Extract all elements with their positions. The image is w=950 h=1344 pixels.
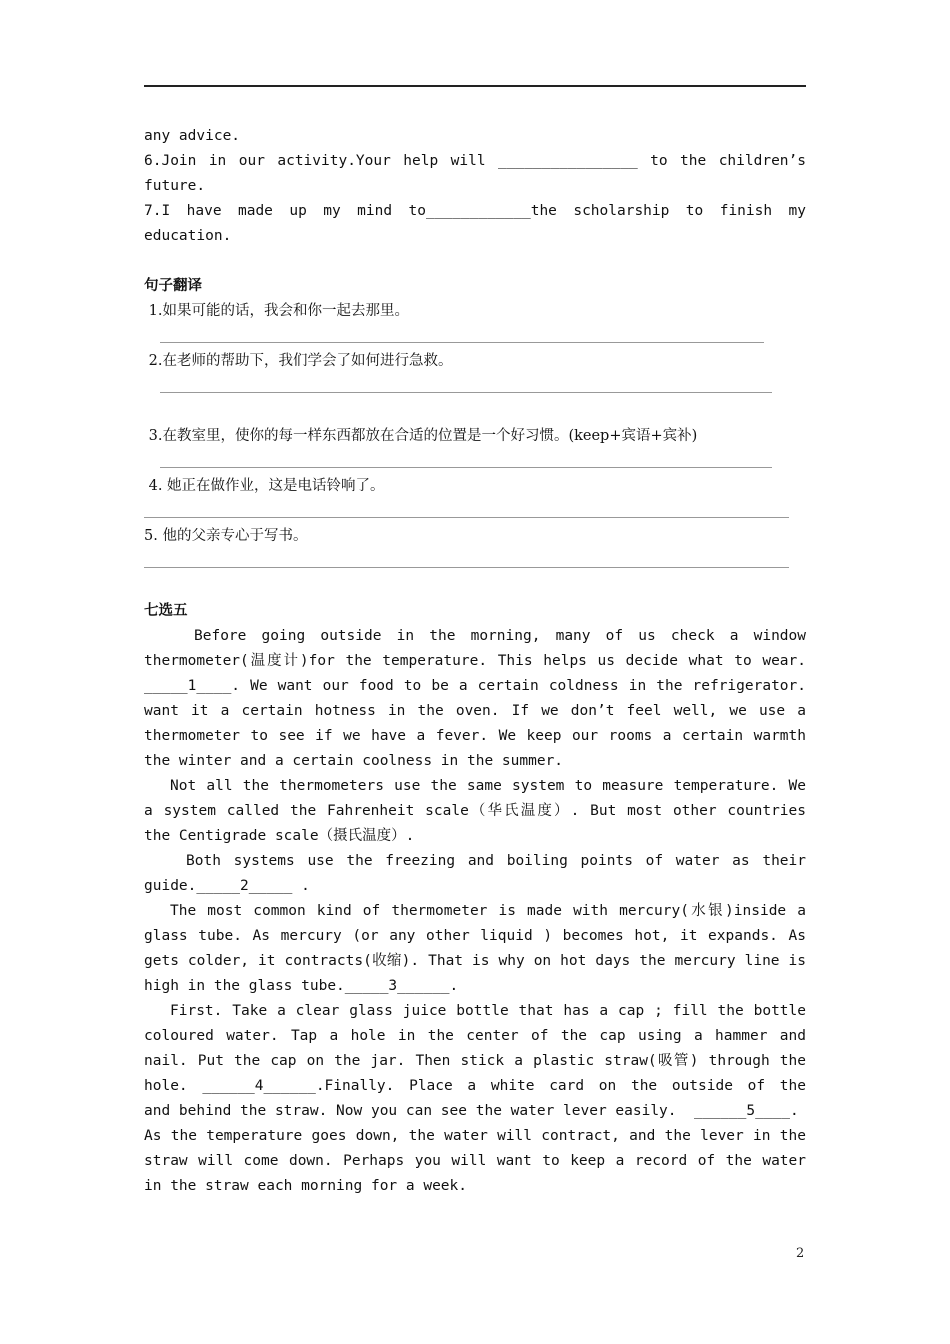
reading-line: a system called the Fahrenheit scale（华氏温度）. But most other countries — [144, 803, 806, 819]
reading-line: Not all the thermometers use the same system to measure temperature. We — [170, 778, 806, 794]
exercise-line: future. — [144, 178, 206, 194]
reading-line: high in the glass tube._____3______. — [144, 978, 459, 994]
reading-line: the winter and a certain coolness in the summer. — [144, 753, 564, 769]
translation-item: 5. 他的父亲专心于写书。 — [144, 528, 308, 544]
reading-line: _____1____. We want our food to be a certain coldness in the refrigerator. — [144, 678, 806, 694]
reading-line: As the temperature goes down, the water will contract, and the lever in the — [144, 1128, 806, 1144]
exercise-line: any advice. — [144, 128, 241, 144]
page-number: 2 — [796, 1246, 805, 1261]
exercise-line: 6.Join in our activity.Your help will ________________ to the children’s — [144, 153, 806, 169]
header-rule — [144, 85, 806, 87]
page-content — [144, 124, 806, 1199]
reading-line: Both systems use the freezing and boiling points of water as their — [186, 853, 806, 869]
reading-line: in the straw each morning for a week. — [144, 1178, 468, 1194]
reading-line: The most common kind of thermometer is made with mercury(水银)inside a — [170, 903, 806, 919]
reading-line: hole. ______4______.Finally. Place a white card on the outside of the — [144, 1078, 806, 1094]
exercise-line: education. — [144, 228, 232, 244]
answer-line — [144, 374, 806, 399]
reading-line: glass tube. As mercury (or any other liquid ) becomes hot, it expands. As — [144, 928, 806, 944]
reading-heading: 七选五 — [144, 603, 188, 619]
reading-line: First. Take a clear glass juice bottle that has a cap ; fill the bottle — [170, 1003, 806, 1019]
reading-line: straw will come down. Perhaps you will want to keep a record of the water — [144, 1153, 806, 1169]
translation-item: 4. 她正在做作业，这是电话铃响了。 — [144, 478, 385, 494]
reading-line: guide._____2_____ . — [144, 878, 310, 894]
answer-line — [144, 449, 806, 474]
reading-line: Before going outside in the morning, many of us check a window — [194, 628, 806, 644]
translation-item: 3.在教室里，使你的每一样东西都放在合适的位置是一个好习惯。(keep+宾语+宾补) — [144, 428, 698, 444]
reading-line: the Centigrade scale（摄氏温度）. — [144, 828, 415, 844]
answer-line — [144, 499, 806, 524]
reading-line: thermometer(温度计)for the temperature. This helps us decide what to wear. — [144, 653, 806, 669]
translation-heading: 句子翻译 — [144, 278, 202, 294]
answer-line — [144, 324, 806, 349]
reading-line: gets colder, it contracts(收缩). That is why on hot days the mercury line is — [144, 953, 806, 969]
answer-line — [144, 549, 806, 574]
reading-line: nail. Put the cap on the jar. Then stick a plastic straw(吸管) through the — [144, 1053, 806, 1069]
translation-item: 1.如果可能的话，我会和你一起去那里。 — [144, 303, 409, 319]
translation-item: 2.在老师的帮助下，我们学会了如何进行急救。 — [144, 353, 453, 369]
reading-line: want it a certain hotness in the oven. If we don’t feel well, we use a — [144, 703, 806, 719]
reading-line: thermometer to see if we have a fever. We keep our rooms a certain warmth — [144, 728, 806, 744]
reading-line: coloured water. Tap a hole in the center of the cap using a hammer and — [144, 1028, 806, 1044]
exercise-line: 7.I have made up my mind to____________the scholarship to finish my — [144, 203, 806, 219]
reading-line: and behind the straw. Now you can see the water lever easily. ______5____. — [144, 1103, 799, 1119]
